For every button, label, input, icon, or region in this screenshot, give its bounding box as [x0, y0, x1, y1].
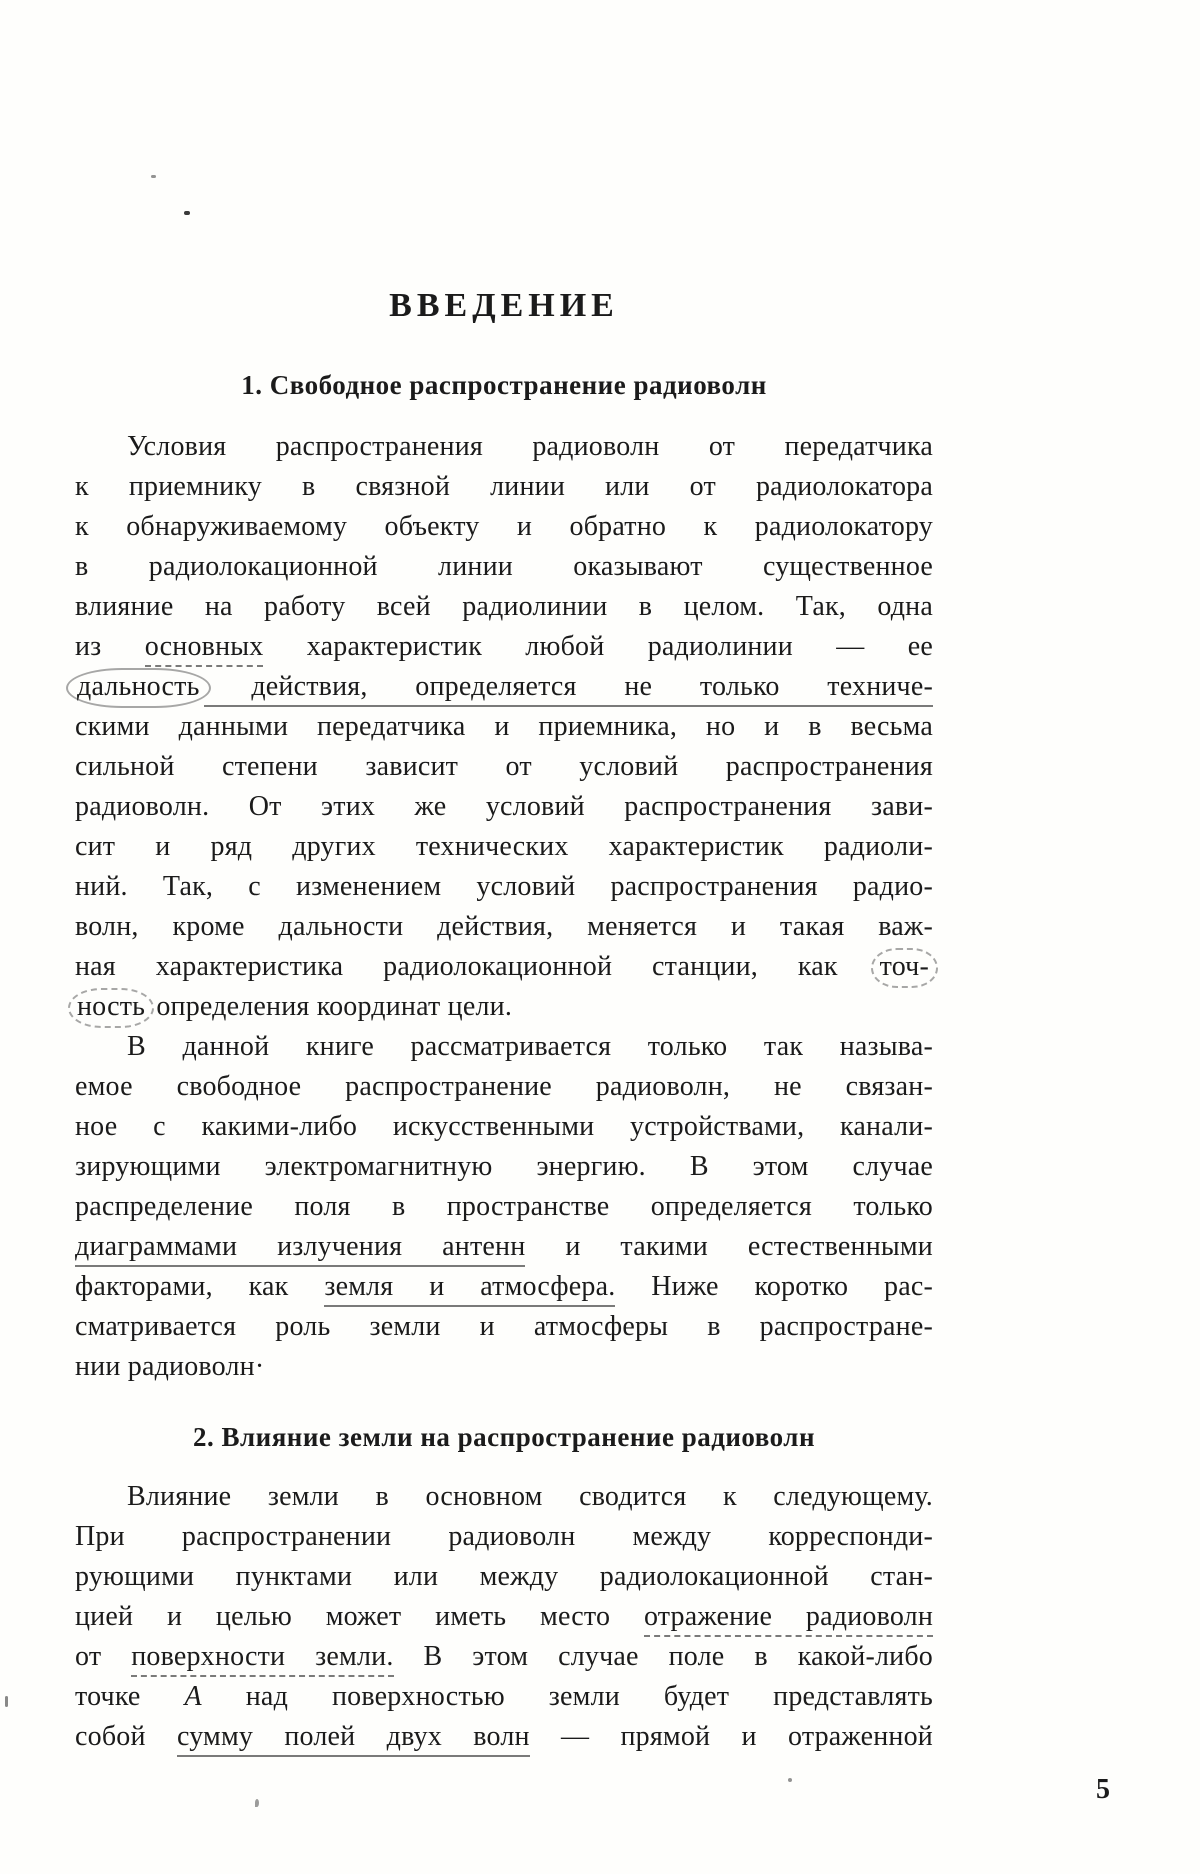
text-line [75, 1307, 933, 1347]
text-line [75, 1107, 933, 1147]
pencil-annotated-text: ность [68, 988, 154, 1028]
text-segment: ний. Так, с изменением условий распространения радио- [75, 871, 933, 902]
text-segment: емое свободное распространение радиоволн, не связан- [75, 1071, 933, 1102]
text-line [75, 627, 933, 667]
text-line [75, 747, 933, 787]
text-line [75, 1717, 933, 1757]
pencil-annotated-text: поверхности земли. [131, 1641, 393, 1677]
text-segment: Влияние земли в основном сводится к следующему. [127, 1481, 933, 1512]
text-segment: сит и ряд других технических характеристик радиоли- [75, 831, 933, 862]
text-line [75, 1597, 933, 1637]
pencil-annotated-text: А [184, 1681, 202, 1712]
text-line [75, 1347, 933, 1387]
text-line [75, 787, 933, 827]
text-segment: характеристик любой радиолинии — ее [263, 631, 933, 662]
text-line [75, 1677, 933, 1717]
text-line [75, 707, 933, 747]
text-line [75, 827, 933, 867]
text-line [75, 467, 933, 507]
text-segment: — прямой и отраженной [529, 1721, 933, 1752]
text-line [75, 427, 933, 467]
section-heading: 1. Свободное распространение радиоволн [241, 370, 767, 400]
text-line [75, 667, 933, 707]
text-line [75, 1067, 933, 1107]
text-line [75, 867, 933, 907]
text-segment: При распространении радиоволн между корреспонди- [75, 1521, 933, 1552]
page-title: ВВЕДЕНИЕ [389, 287, 619, 324]
scan-speck [788, 1778, 792, 1782]
page-number: 5 [1096, 1774, 1110, 1805]
pencil-annotated-text: действия, определяется не только техниче- [204, 671, 933, 707]
text-segment: В этом случае поле в какой-либо [393, 1641, 933, 1672]
pencil-annotated-text: основных [145, 631, 264, 667]
text-segment: ное с какими-либо искусственными устройствами, канали- [75, 1111, 933, 1142]
text-segment: Условия распространения радиоволн от передатчика [127, 431, 933, 462]
text-line [75, 1227, 933, 1267]
text-line [75, 1477, 933, 1517]
text-line [75, 1517, 933, 1557]
text-segment: точке [75, 1681, 185, 1712]
paragraph [75, 1027, 933, 1387]
text-segment: В данной книге рассматривается только так называ- [127, 1031, 933, 1062]
text-segment: определения координат цели. [149, 991, 513, 1022]
text-segment: скими данными передатчика и приемника, но и в весьма [75, 711, 933, 742]
text-segment: Ниже коротко рас- [615, 1271, 933, 1302]
text-segment: факторами, как [75, 1271, 325, 1302]
scan-speck [151, 175, 156, 178]
pencil-annotated-text: сумму полей двух волн [177, 1721, 530, 1757]
text-segment: радиоволн. От этих же условий распространения зави- [75, 791, 933, 822]
pencil-annotated-text: точ- [871, 948, 938, 988]
text-line [75, 1027, 933, 1067]
text-line [75, 907, 933, 947]
text-segment: влияние на работу всей радиолинии в целом. Так, одна [75, 591, 933, 622]
text-line [75, 587, 933, 627]
text-segment: ная характеристика радиолокационной станции, как [75, 951, 878, 982]
text-segment: цией и целью может иметь место [75, 1601, 644, 1632]
text-segment: к приемнику в связной линии или от радиолокатора [75, 471, 933, 502]
text-segment: над поверхностью земли будет представлять [201, 1681, 933, 1712]
text-line [75, 987, 933, 1027]
text-segment: волн, кроме дальности действия, меняется и такая важ- [75, 911, 933, 942]
text-line [75, 1637, 933, 1677]
text-segment: и такими естественными [525, 1231, 933, 1262]
text-segment: зирующими электромагнитную энергию. В этом случае [75, 1151, 933, 1182]
scan-speck [255, 1799, 259, 1807]
pencil-annotated-text: земля и атмосфера. [324, 1271, 615, 1307]
text-segment: нии радиоволн· [75, 1351, 265, 1382]
text-segment: от [75, 1641, 132, 1672]
text-segment: распределение поля в пространстве определяется только [75, 1191, 933, 1222]
text-segment: из [75, 631, 145, 662]
text-segment: рующими пунктами или между радиолокационной стан- [75, 1561, 933, 1592]
text-segment: сильной степени зависит от условий распространения [75, 751, 933, 782]
pencil-annotated-text: диаграммами излучения антенн [75, 1231, 525, 1267]
pencil-annotated-text: дальность [66, 668, 211, 708]
text-line [75, 507, 933, 547]
text-line [75, 1147, 933, 1187]
text-line [75, 947, 933, 987]
paragraph [75, 427, 933, 1027]
text-line [75, 1557, 933, 1597]
text-segment: собой [75, 1721, 177, 1752]
scan-speck [184, 211, 190, 215]
pencil-annotated-text: отражение радиоволн [644, 1601, 933, 1637]
text-segment: к обнаруживаемому объекту и обратно к радиолокатору [75, 511, 933, 542]
scan-speck [5, 1696, 8, 1707]
text-segment: сматривается роль земли и атмосферы в распростране- [75, 1311, 933, 1342]
paragraph [75, 1477, 933, 1757]
text-line [75, 547, 933, 587]
text-line [75, 1187, 933, 1227]
text-line [75, 1267, 933, 1307]
text-column [75, 0, 933, 1757]
text-segment: в радиолокационной линии оказывают существенное [75, 551, 933, 582]
section-heading: 2. Влияние земли на распространение радиоволн [192, 1422, 815, 1452]
